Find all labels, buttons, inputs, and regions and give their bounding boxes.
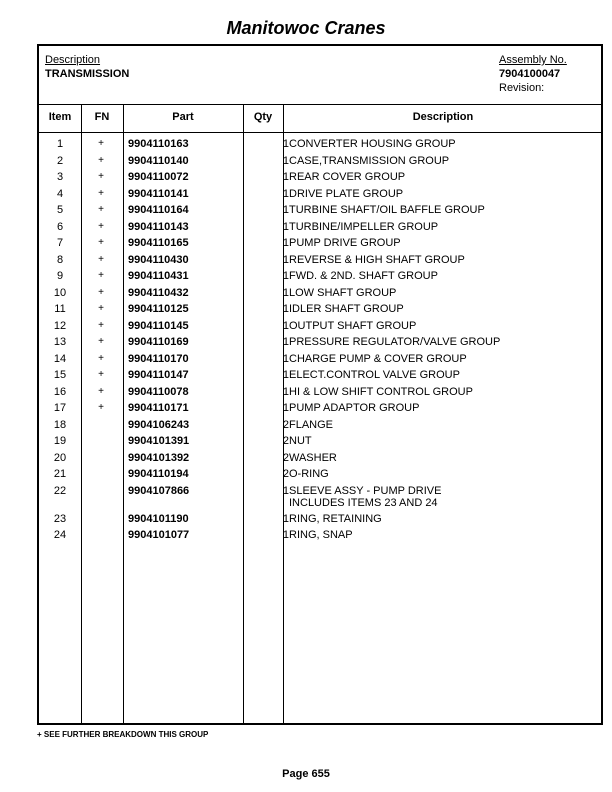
- fn-cell: +: [98, 270, 104, 281]
- qty-cell: 1: [282, 385, 289, 398]
- item-cell: 4: [56, 187, 64, 200]
- qty-cell: 1: [282, 319, 289, 332]
- description-line: FLANGE: [289, 418, 334, 431]
- description-cell: [289, 155, 449, 167]
- qty-cell: 1: [282, 237, 289, 249]
- fn-cell: +: [98, 385, 104, 397]
- part-number-cell: 9904110164: [128, 204, 189, 216]
- description-line: REVERSE & HIGH SHAFT GROUP: [289, 253, 465, 266]
- table-row: [39, 204, 601, 221]
- description-cell: [289, 188, 403, 200]
- qty-cell: 1: [282, 253, 289, 266]
- description-cell: [289, 303, 404, 315]
- item-cell: 18: [53, 418, 67, 431]
- fn-cell: +: [98, 237, 104, 248]
- description-cell: [289, 138, 456, 150]
- description-cell: [289, 369, 460, 381]
- item-cell: 21: [53, 468, 67, 480]
- table-row: [39, 336, 601, 353]
- description-cell: [289, 468, 329, 480]
- fn-cell: +: [98, 369, 104, 380]
- parts-list-frame: [37, 44, 603, 725]
- fn-cell: +: [98, 319, 104, 331]
- description-cell: [289, 435, 312, 447]
- description-cell: [289, 402, 419, 414]
- description-cell: [289, 237, 401, 249]
- part-number-cell: 9904110163: [128, 138, 189, 150]
- part-number-cell: 9904110140: [128, 154, 189, 167]
- qty-cell: 1: [282, 336, 289, 348]
- description-cell: [289, 171, 405, 183]
- description-line: RING, RETAINING: [289, 512, 382, 525]
- column-header-description: Description: [412, 111, 474, 123]
- table-row: [39, 452, 601, 469]
- table-row: [39, 468, 601, 485]
- description-line: TURBINE/IMPELLER GROUP: [289, 220, 439, 233]
- table-row: [39, 303, 601, 320]
- table-row: [39, 254, 601, 271]
- qty-cell: 1: [282, 154, 289, 167]
- column-header-part: Part: [172, 111, 194, 123]
- qty-cell: 2: [282, 451, 289, 464]
- description-line: CONVERTER HOUSING GROUP: [289, 138, 456, 150]
- table-row: [39, 138, 601, 155]
- part-number-cell: 9904110145: [128, 319, 189, 332]
- qty-cell: 1: [282, 369, 289, 381]
- item-cell: 1: [56, 138, 64, 150]
- description-cell: [289, 204, 485, 216]
- qty-cell: 2: [282, 418, 289, 431]
- table-row: [39, 402, 601, 419]
- item-cell: 5: [56, 204, 64, 216]
- fn-cell: +: [98, 187, 104, 199]
- description-line: CASE,TRANSMISSION GROUP: [289, 154, 450, 167]
- description-line: SLEEVE ASSY - PUMP DRIVE: [289, 484, 442, 497]
- part-number-cell: 9904110072: [128, 171, 189, 183]
- fn-cell: +: [98, 220, 104, 232]
- fn-cell: +: [98, 336, 104, 347]
- table-row: [39, 155, 601, 172]
- table-row: [39, 320, 601, 337]
- part-number-cell: 9904110165: [128, 237, 189, 249]
- table-row: [39, 171, 601, 188]
- part-number-cell: 9904110432: [128, 286, 189, 299]
- qty-cell: 1: [282, 352, 289, 365]
- item-cell: 19: [53, 435, 67, 447]
- parts-table-body: [39, 138, 601, 546]
- description-cell: [289, 320, 416, 332]
- item-cell: 12: [53, 319, 67, 332]
- item-cell: 9: [56, 270, 64, 282]
- qty-cell: 1: [282, 270, 289, 282]
- item-cell: 7: [56, 237, 64, 249]
- description-line: LOW SHAFT GROUP: [289, 286, 397, 299]
- item-cell: 6: [56, 220, 64, 233]
- column-header-item: Item: [48, 111, 72, 123]
- description-cell: [289, 221, 438, 233]
- column-header-fn: FN: [94, 111, 110, 123]
- item-cell: 11: [54, 303, 66, 315]
- qty-cell: 1: [282, 402, 289, 414]
- part-number-cell: 9904110141: [128, 187, 189, 200]
- item-cell: 17: [53, 402, 67, 414]
- item-cell: 10: [53, 286, 67, 299]
- description-line: OUTPUT SHAFT GROUP: [289, 319, 417, 332]
- fn-cell: +: [98, 171, 104, 182]
- table-row: [39, 369, 601, 386]
- qty-cell: 2: [282, 435, 289, 447]
- description-line: REAR COVER GROUP: [289, 171, 406, 183]
- qty-cell: 1: [282, 529, 289, 541]
- description-line: FWD. & 2ND. SHAFT GROUP: [289, 270, 438, 282]
- description-line: IDLER SHAFT GROUP: [289, 303, 404, 315]
- part-number-cell: 9904101392: [128, 451, 190, 464]
- assembly-number-label: Assembly No.: [499, 54, 567, 66]
- description-cell: [289, 513, 382, 525]
- description-line: DRIVE PLATE GROUP: [289, 187, 404, 200]
- description-cell: [289, 353, 467, 365]
- description-cell: [289, 287, 396, 299]
- table-row: [39, 513, 601, 530]
- description-cell: [289, 485, 441, 509]
- fn-cell: +: [98, 204, 104, 215]
- description-cell: [289, 336, 500, 348]
- qty-cell: 1: [282, 220, 289, 233]
- item-cell: 8: [56, 253, 64, 266]
- qty-cell: 1: [282, 138, 289, 150]
- table-row: [39, 188, 601, 205]
- description-line: ELECT.CONTROL VALVE GROUP: [289, 369, 460, 381]
- document-title: Manitowoc Cranes: [226, 18, 386, 38]
- description-line: INCLUDES ITEMS 23 AND 24: [289, 496, 438, 509]
- item-cell: 13: [53, 336, 67, 348]
- description-cell: [289, 419, 333, 431]
- part-number-cell: 9904110170: [128, 352, 189, 365]
- revision-label: Revision:: [499, 82, 545, 94]
- table-row: [39, 287, 601, 304]
- qty-cell: 1: [282, 204, 289, 216]
- part-number-cell: 9904101190: [128, 512, 189, 525]
- table-row: [39, 485, 601, 513]
- description-line: O-RING: [289, 468, 329, 480]
- table-row: [39, 237, 601, 254]
- fn-cell: +: [98, 253, 104, 265]
- page-number: Page 655: [282, 768, 330, 780]
- description-line: RING, SNAP: [289, 529, 353, 541]
- description-line: HI & LOW SHIFT CONTROL GROUP: [289, 385, 473, 398]
- qty-cell: 2: [282, 468, 289, 480]
- qty-cell: 1: [282, 187, 289, 200]
- part-number-cell: 9904106243: [128, 418, 190, 431]
- part-number-cell: 9904110431: [128, 270, 189, 282]
- qty-cell: 1: [282, 286, 289, 299]
- table-row: [39, 386, 601, 403]
- description-line: PRESSURE REGULATOR/VALVE GROUP: [289, 336, 501, 348]
- qty-cell: 1: [282, 303, 289, 315]
- item-cell: 2: [56, 154, 64, 167]
- fn-cell: +: [98, 138, 104, 149]
- table-row: [39, 435, 601, 452]
- table-row: [39, 419, 601, 436]
- part-number-cell: 9904110171: [128, 402, 189, 414]
- item-cell: 23: [53, 512, 67, 525]
- item-cell: 16: [53, 385, 67, 398]
- table-row: [39, 529, 601, 546]
- part-number-cell: 9904101077: [128, 529, 190, 541]
- description-line: CHARGE PUMP & COVER GROUP: [289, 352, 467, 365]
- description-cell: [289, 254, 465, 266]
- qty-cell: 1: [282, 512, 289, 525]
- description-value: TRANSMISSION: [45, 68, 130, 80]
- fn-cell: +: [98, 154, 104, 166]
- footnote: + SEE FURTHER BREAKDOWN THIS GROUP: [37, 730, 209, 739]
- table-row: [39, 221, 601, 238]
- item-cell: 14: [53, 352, 67, 365]
- part-number-cell: 9904110147: [128, 369, 189, 381]
- column-header-qty: Qty: [253, 111, 273, 123]
- assembly-header: [39, 46, 601, 105]
- description-line: WASHER: [289, 451, 337, 464]
- table-row: [39, 353, 601, 370]
- part-number-cell: 9904110143: [128, 220, 189, 233]
- part-number-cell: 9904107866: [128, 484, 190, 497]
- part-number-cell: 9904101391: [128, 435, 190, 447]
- description-line: PUMP DRIVE GROUP: [289, 237, 401, 249]
- description-cell: [289, 386, 473, 398]
- part-number-cell: 9904110078: [128, 385, 189, 398]
- description-cell: [289, 270, 438, 282]
- description-line: TURBINE SHAFT/OIL BAFFLE GROUP: [289, 204, 485, 216]
- fn-cell: +: [98, 303, 104, 314]
- fn-cell: +: [98, 402, 104, 413]
- item-cell: 20: [53, 451, 67, 464]
- description-label: Description: [45, 54, 101, 66]
- item-cell: 24: [53, 529, 67, 541]
- qty-cell: 1: [282, 484, 289, 497]
- description-cell: [289, 529, 353, 541]
- part-number-cell: 9904110194: [128, 468, 189, 480]
- part-number-cell: 9904110125: [128, 303, 189, 315]
- table-row: [39, 270, 601, 287]
- item-cell: 3: [56, 171, 64, 183]
- assembly-number-value: 7904100047: [499, 68, 561, 80]
- item-cell: 22: [53, 484, 67, 497]
- description-line: NUT: [289, 435, 312, 447]
- item-cell: 15: [53, 369, 67, 381]
- fn-cell: +: [98, 352, 104, 364]
- part-number-cell: 9904110430: [128, 253, 189, 266]
- qty-cell: 1: [282, 171, 289, 183]
- part-number-cell: 9904110169: [128, 336, 189, 348]
- fn-cell: +: [98, 286, 104, 298]
- description-cell: [289, 452, 337, 464]
- description-line: PUMP ADAPTOR GROUP: [289, 402, 420, 414]
